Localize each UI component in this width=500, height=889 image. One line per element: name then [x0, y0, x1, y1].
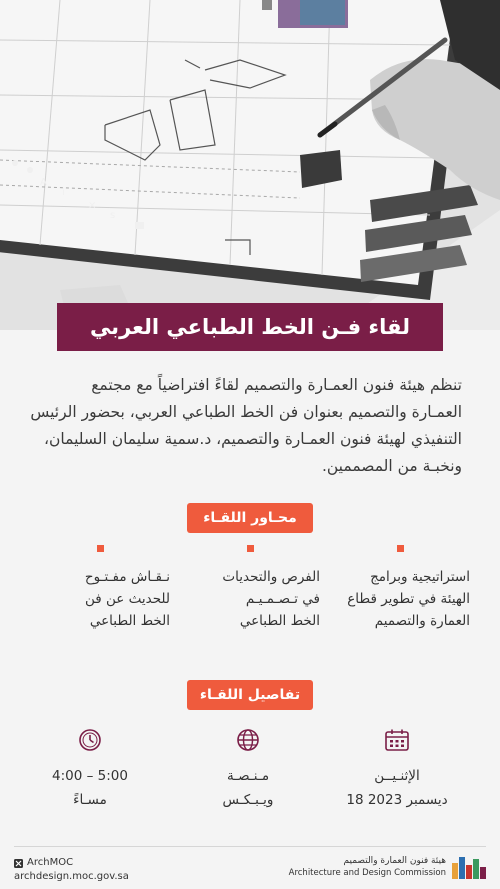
- axis-line: للحديث عن فن: [84, 591, 170, 607]
- axis-item: [30, 545, 170, 632]
- commission-logo: [289, 855, 486, 879]
- detail-platform: [178, 728, 318, 812]
- event-title-banner: [57, 303, 443, 351]
- axis-line: استراتيجية وبرامج: [370, 569, 470, 585]
- commission-logo-mark-icon: [452, 855, 486, 879]
- hero-image: [0, 0, 500, 330]
- detail-line: مـنـصـة: [226, 768, 270, 784]
- axis-line: نـقـاش مفـتـوح: [84, 569, 170, 585]
- footer-contact: [14, 856, 129, 884]
- tablet-drawing-illustration: [0, 0, 500, 330]
- bullet-square-icon: [247, 545, 254, 552]
- detail-line: 4:00 – 5:00: [52, 768, 128, 784]
- axis-line: الخط الطباعي: [89, 613, 170, 629]
- bullet-square-icon: [397, 545, 404, 552]
- intro-line: تنظم هيئة فنون العمـارة والتصميم لقاءً افتراضياً مع مجتمع: [91, 376, 462, 394]
- event-title: لقاء فـن الخط الطباعي العربي: [89, 315, 411, 339]
- social-handle: ArchMOC: [27, 857, 74, 868]
- detail-time: [20, 728, 160, 812]
- clock-icon: [77, 728, 103, 752]
- footer-divider: [14, 846, 486, 847]
- social-icon: [14, 859, 23, 868]
- calendar-icon: [384, 728, 410, 752]
- website-link[interactable]: archdesign.moc.gov.sa: [14, 871, 129, 882]
- detail-date: [327, 728, 467, 812]
- axes-heading: محـاور اللقـاء: [203, 510, 297, 526]
- details-heading-badge: [187, 680, 313, 710]
- intro-line: ونخبـة من المصممين.: [321, 457, 462, 475]
- axis-item: [330, 545, 470, 632]
- bullet-square-icon: [97, 545, 104, 552]
- axis-line: في تـصـمـيـم: [245, 591, 320, 607]
- commission-name-en: Architecture and Design Commission: [288, 868, 446, 878]
- globe-icon: [235, 728, 261, 752]
- axis-line: الفرص والتحديات: [222, 569, 320, 585]
- commission-name: [289, 855, 446, 879]
- svg-text:i: i: [62, 187, 65, 198]
- detail-line: 18 ديسمبر 2023: [346, 792, 448, 808]
- axis-line: الهيئة في تطوير قطاع: [347, 591, 470, 607]
- axis-line: العمارة والتصميم: [374, 613, 470, 629]
- svg-text:×: ×: [88, 200, 97, 211]
- details-heading: تفاصيل اللقـاء: [199, 687, 301, 703]
- intro-paragraph: [30, 372, 462, 480]
- detail-line: مسـاءً: [73, 792, 107, 808]
- detail-line: الإثنـيــن: [374, 768, 420, 784]
- axis-item: [180, 545, 320, 632]
- commission-name-ar: هيئة فنون العمارة والتصميم: [343, 856, 446, 866]
- social-handle-row[interactable]: [14, 856, 129, 870]
- svg-text:s: s: [110, 210, 116, 221]
- axes-heading-badge: [187, 503, 313, 533]
- axis-line: الخط الطباعي: [239, 613, 320, 629]
- intro-line: التنفيذي لهيئة فنون العمـارة والتصميم، د.سمية سليمان السليمان،: [44, 430, 462, 448]
- intro-line: العمـارة والتصميم بعنوان فن الخط الطباعي العربي، بحضور الرئيس: [30, 403, 462, 421]
- detail-line: ويـبـكـس: [222, 792, 274, 808]
- svg-text:A: A: [40, 177, 47, 188]
